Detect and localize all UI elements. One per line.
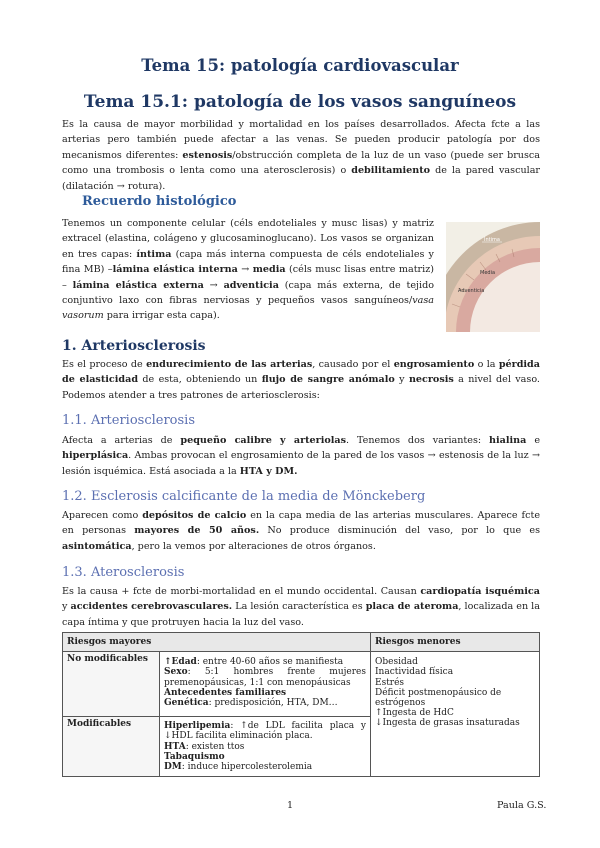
document-subtitle: Tema 15.1: patología de los vasos sanguíneos [83,92,517,112]
riesgos-menores-cell [371,652,540,777]
section-heading-arteriosclerosis: 1. Arteriosclerosis [62,338,206,354]
image-label-media: Media [480,270,496,276]
subsection-heading-1-2: 1.2. Esclerosis calcificante de la media de Mönckeberg [62,489,426,504]
subsection-heading-1-1: 1.1. Arteriosclerosis [62,413,196,428]
page-number: 1 [287,800,294,811]
table-row [63,652,540,717]
section1-paragraph: Es el proceso de endurecimiento de las arterias, causado por el engrosamiento o la pérdida de elasticidad de esta, obteniendo un flujo de sangre anómalo y necrosis a nivel del vaso. Podemos atender a tres patrones de arteriosclerosis: [62,359,540,401]
recuerdo-heading: Recuerdo histológico [82,194,237,209]
subsection-1-1-paragraph: Afecta a arterias de pequeño calibre y arteriolas. Tenemos dos variantes: hialina e hiperplásica. Ambas provocan el engrosamiento de la pared de los vasos → estenosis de la luz → lesión isquémica. Está asociada a la HTA y DM. [62,435,540,477]
list-item: ↑Ingesta de HdC [375,708,454,719]
row-label-modificables: Modificables [63,717,160,777]
vessel-histology-image [446,222,540,332]
list-item: ↓Ingesta de grasas insaturadas [375,718,520,729]
risk-factors-table [62,632,540,777]
list-item: Inactividad física [375,667,454,678]
intro-paragraph: Es la causa de mayor morbilidad y mortalidad en los países desarrollados. Afecta fcte a las arterias pero también puede afectar a las venas. Se pueden producir patología por dos mecanismos diferentes: estenosis/obstrucción completa de la luz de un vaso (puede ser brusca como una trombosis o lenta como una aterosclerosis) o debilitamiento de la pared vascular (dilatación → rotura). [62,119,540,192]
subsection-1-2-paragraph: Aparecen como depósitos de calcio en la capa media de las arterias musculares. Aparece fcte en personas mayores de 50 años. No produce disminución del vaso, por lo que es asintomática, pero la vemos por alteraciones de otros órganos. [62,510,540,552]
row-label-no-modificables: No modificables [63,652,160,717]
table-header-row [63,633,540,652]
list-item: Déficit postmenopáusico de estrógenos [375,687,502,709]
modificables-cell: Hiperlipemia: ↑de LDL facilita placa y ↓HDL facilita eliminación placa. HTA: existen ttos Tabaquismo DM: induce hipercolesterolemia [160,717,371,777]
image-label-intima: Íntima [484,237,500,243]
list-item: Obesidad [375,657,418,668]
subsection-heading-1-3: 1.3. Aterosclerosis [62,565,185,580]
subsection-1-3-paragraph: Es la causa + fcte de morbi-mortalidad en el mundo occidental. Causan cardiopatía isquémica y accidentes cerebrovasculares. La lesión característica es placa de ateroma, localizada en la capa íntima y que protruyen hacia la luz del vaso. [62,586,540,628]
header-riesgos-mayores: Riesgos mayores [63,633,371,652]
list-item: Estrés [375,677,405,688]
author-name: Paula G.S. [497,800,547,811]
header-riesgos-menores: Riesgos menores [371,633,540,652]
image-label-adventicia: Adventicia [458,288,485,294]
document-title: Tema 15: patología cardiovascular [141,56,459,75]
recuerdo-paragraph: Tenemos un componente celular (céls endoteliales y musc lisas) y matriz extracel (elastina, colágeno y glucosaminoglucano). Los vasos se organizan en tres capas: íntima (capa más interna compuesta de céls endoteliales y fina MB) –lámina elástica interna → media (céls musc lisas entre matriz) – lámina elástica externa → adventicia (capa más externa, de tejido conjuntivo laxo con fibras nerviosas y pequeños vasos sanguíneos/vasa vasorum para irrigar esta capa). [62,218,434,322]
no-modificables-cell: ↑Edad: entre 40-60 años se manifiesta Sexo: 5:1 hombres frente mujeres premenopáusicas, 1:1 con menopáusicas Antecedentes familiares Genética: predisposición, HTA, DM… [160,652,371,717]
